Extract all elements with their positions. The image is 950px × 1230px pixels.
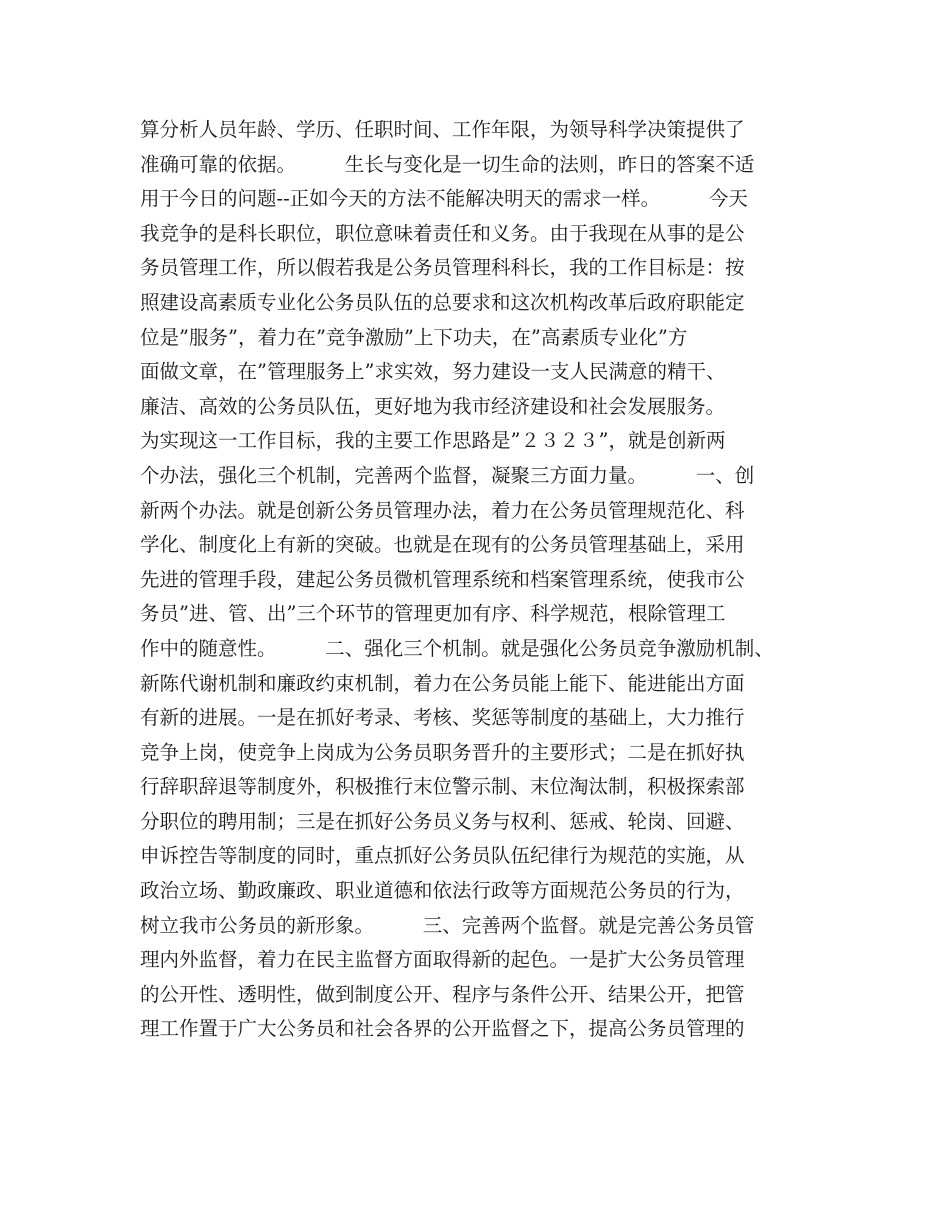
text-line: 位是”服务”，着力在”竞争激励”上下功夫，在”高素质专业化”方 xyxy=(140,325,688,349)
text-line: 务员”进、管、出”三个环节的管理更加有序、科学规范，根除管理工 xyxy=(140,602,726,626)
text-line: 树立我市公务员的新形象。 三、完善两个监督。就是完善公务员管 xyxy=(140,913,755,937)
text-line: 务员管理工作，所以假若我是公务员管理科科长，我的工作目标是：按 xyxy=(140,256,745,280)
text-line: 有新的进展。一是在抓好考录、考核、奖惩等制度的基础上，大力推行 xyxy=(140,706,745,730)
text-line: 政治立场、勤政廉政、职业道德和依法行政等方面规范公务员的行为， xyxy=(140,879,745,903)
text-line: 新陈代谢机制和廉政约束机制，着力在公务员能上能下、能进能出方面 xyxy=(140,671,745,695)
document-body xyxy=(140,113,830,1047)
text-line: 作中的随意性。 二、强化三个机制。就是强化公务员竞争激励机制、 xyxy=(140,636,774,660)
text-line: 照建设高素质专业化公务员队伍的总要求和这次机构改革后政府职能定 xyxy=(140,290,745,314)
text-line: 理工作置于广大公务员和社会各界的公开监督之下，提高公务员管理的 xyxy=(140,1017,745,1041)
text-line: 先进的管理手段，建起公务员微机管理系统和档案管理系统，使我市公 xyxy=(140,567,745,591)
text-line: 个办法，强化三个机制，完善两个监督，凝聚三方面力量。 一、创 xyxy=(140,463,755,487)
text-line: 我竞争的是科长职位，职位意味着责任和义务。由于我现在从事的是公 xyxy=(140,221,745,245)
text-line: 新两个办法。就是创新公务员管理办法，着力在公务员管理规范化、科 xyxy=(140,498,745,522)
text-line: 行辞职辞退等制度外，积极推行末位警示制、末位淘汰制，积极探索部 xyxy=(140,775,745,799)
text-line: 的公开性、透明性，做到制度公开、程序与条件公开、结果公开，把管 xyxy=(140,982,745,1006)
text-line: 申诉控告等制度的同时，重点抓好公务员队伍纪律行为规范的实施，从 xyxy=(140,844,745,868)
text-line: 面做文章，在”管理服务上”求实效，努力建设一支人民满意的精干、 xyxy=(140,360,726,384)
text-line: 理内外监督，着力在民主监督方面取得新的起色。一是扩大公务员管理 xyxy=(140,948,745,972)
text-line: 廉洁、高效的公务员队伍，更好地为我市经济建设和社会发展服务。 xyxy=(140,394,726,418)
text-line: 分职位的聘用制；三是在抓好公务员义务与权利、惩戒、轮岗、回避、 xyxy=(140,809,745,833)
text-line: 为实现这一工作目标，我的主要工作思路是”２３２３”，就是创新两 xyxy=(140,429,726,453)
text-line: 准确可靠的依据。 生长与变化是一切生命的法则，昨日的答案不适 xyxy=(140,152,755,176)
text-line: 竞争上岗，使竞争上岗成为公务员职务晋升的主要形式；二是在抓好执 xyxy=(140,740,745,764)
text-line: 算分析人员年龄、学历、任职时间、工作年限，为领导科学决策提供了 xyxy=(140,118,745,141)
text-line: 学化、制度化上有新的突破。也就是在现有的公务员管理基础上，采用 xyxy=(140,533,745,557)
text-line: 用于今日的问题--正如今天的方法不能解决明天的需求一样。 今天 xyxy=(140,187,748,211)
